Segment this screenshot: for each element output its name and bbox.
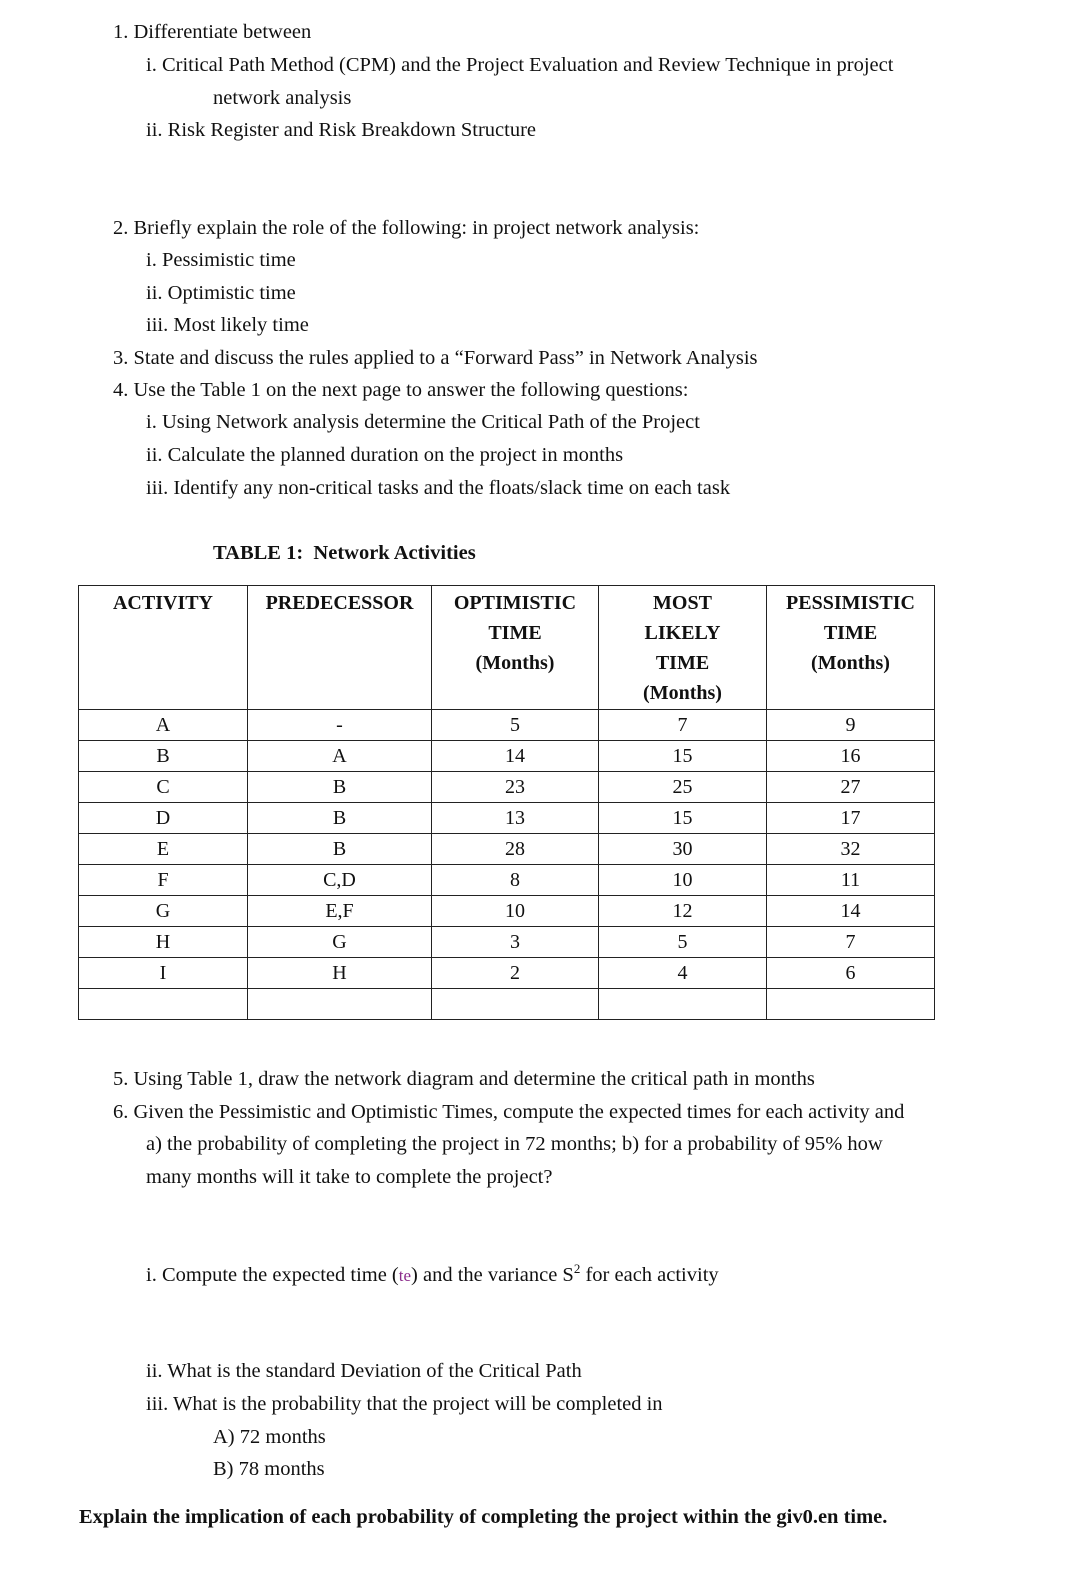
cell-activity: B bbox=[79, 741, 248, 772]
table-row bbox=[79, 772, 935, 803]
expected-time-symbol: te bbox=[398, 1266, 412, 1285]
cell-predecessor: G bbox=[248, 927, 432, 958]
cell-pessimistic: 11 bbox=[767, 865, 935, 896]
cell-pessimistic bbox=[767, 989, 935, 1020]
cell-most-likely: 15 bbox=[599, 741, 767, 772]
cell-activity: E bbox=[79, 834, 248, 865]
cell-pessimistic: 9 bbox=[767, 710, 935, 741]
table-header-row bbox=[79, 586, 935, 710]
q6-sub-item-a: A) 72 months bbox=[213, 1426, 326, 1448]
cell-optimistic bbox=[432, 989, 599, 1020]
cell-most-likely: 4 bbox=[599, 958, 767, 989]
cell-optimistic: 28 bbox=[432, 834, 599, 865]
cell-predecessor: E,F bbox=[248, 896, 432, 927]
q6-line-1: 6. Given the Pessimistic and Optimistic Times, compute the expected times for each activity and bbox=[113, 1101, 905, 1123]
cell-pessimistic: 17 bbox=[767, 803, 935, 834]
closing-instruction: Explain the implication of each probability of completing the project within the giv0.en time. bbox=[79, 1506, 888, 1528]
q6-compute-after: ) and the variance S bbox=[411, 1264, 574, 1286]
cell-activity: C bbox=[79, 772, 248, 803]
cell-activity: G bbox=[79, 896, 248, 927]
q4-item-i: i. Using Network analysis determine the Critical Path of the Project bbox=[146, 411, 700, 433]
q6-compute-before: i. Compute the expected time ( bbox=[146, 1264, 399, 1286]
table-row bbox=[79, 834, 935, 865]
cell-optimistic: 13 bbox=[432, 803, 599, 834]
header-optimistic-line2: TIME bbox=[488, 622, 542, 644]
network-activities-table bbox=[78, 585, 935, 1020]
q4-item-ii: ii. Calculate the planned duration on the project in months bbox=[146, 444, 624, 466]
cell-predecessor: B bbox=[248, 803, 432, 834]
cell-pessimistic: 16 bbox=[767, 741, 935, 772]
cell-predecessor: B bbox=[248, 772, 432, 803]
q6-item-ii: ii. What is the standard Deviation of the Critical Path bbox=[146, 1360, 582, 1382]
q1-item-i-continued: network analysis bbox=[213, 87, 352, 109]
cell-most-likely: 12 bbox=[599, 896, 767, 927]
cell-most-likely: 25 bbox=[599, 772, 767, 803]
cell-optimistic: 8 bbox=[432, 865, 599, 896]
header-predecessor bbox=[248, 586, 432, 710]
cell-most-likely: 7 bbox=[599, 710, 767, 741]
header-pessimistic-line1: PESSIMISTIC bbox=[786, 592, 915, 614]
cell-most-likely: 10 bbox=[599, 865, 767, 896]
header-pessimistic-line3: (Months) bbox=[811, 652, 890, 674]
table-row bbox=[79, 710, 935, 741]
header-optimistic-line1: OPTIMISTIC bbox=[453, 592, 577, 614]
header-most-likely-line2: LIKELY bbox=[644, 622, 721, 644]
q6-compute-item bbox=[146, 1262, 719, 1289]
header-optimistic-line3: (Months) bbox=[475, 652, 555, 674]
cell-predecessor bbox=[248, 989, 432, 1020]
cell-optimistic: 14 bbox=[432, 741, 599, 772]
q6-item-iii: iii. What is the probability that the project will be completed in bbox=[146, 1393, 663, 1415]
cell-pessimistic: 14 bbox=[767, 896, 935, 927]
header-pessimistic-time bbox=[767, 586, 935, 710]
cell-optimistic: 3 bbox=[432, 927, 599, 958]
table-row-empty bbox=[79, 989, 935, 1020]
q1-item-ii: ii. Risk Register and Risk Breakdown Structure bbox=[146, 119, 537, 141]
cell-predecessor: H bbox=[248, 958, 432, 989]
cell-most-likely bbox=[599, 989, 767, 1020]
header-most-likely-line4: (Months) bbox=[643, 682, 722, 704]
cell-activity: D bbox=[79, 803, 248, 834]
cell-predecessor: C,D bbox=[248, 865, 432, 896]
cell-activity bbox=[79, 989, 248, 1020]
header-predecessor-text: PREDECESSOR bbox=[265, 592, 414, 614]
cell-activity: I bbox=[79, 958, 248, 989]
q1-item-i: i. Critical Path Method (CPM) and the Project Evaluation and Review Technique in project bbox=[146, 54, 894, 76]
q5-title: 5. Using Table 1, draw the network diagram and determine the critical path in months bbox=[113, 1068, 815, 1090]
cell-pessimistic: 7 bbox=[767, 927, 935, 958]
header-most-likely-line1: MOST bbox=[653, 592, 712, 614]
cell-pessimistic: 27 bbox=[767, 772, 935, 803]
q2-title: 2. Briefly explain the role of the following: in project network analysis: bbox=[113, 217, 700, 239]
q6-sub-item-b: B) 78 months bbox=[213, 1458, 325, 1480]
header-pessimistic-line2: TIME bbox=[823, 622, 878, 644]
table-row bbox=[79, 803, 935, 834]
q2-item-ii: ii. Optimistic time bbox=[146, 282, 296, 304]
cell-pessimistic: 6 bbox=[767, 958, 935, 989]
header-most-likely-time bbox=[599, 586, 767, 710]
variance-superscript: 2 bbox=[573, 1261, 581, 1277]
q1-title: 1. Differentiate between bbox=[113, 21, 312, 43]
header-most-likely-line3: TIME bbox=[655, 652, 710, 674]
cell-activity: A bbox=[79, 710, 248, 741]
cell-optimistic: 23 bbox=[432, 772, 599, 803]
q2-item-iii: iii. Most likely time bbox=[146, 314, 309, 336]
cell-predecessor: B bbox=[248, 834, 432, 865]
cell-optimistic: 10 bbox=[432, 896, 599, 927]
q6-compute-end: for each activity bbox=[580, 1264, 719, 1286]
q4-title: 4. Use the Table 1 on the next page to answer the following questions: bbox=[113, 379, 689, 401]
q4-item-iii: iii. Identify any non-critical tasks and the floats/slack time on each task bbox=[146, 477, 731, 499]
header-activity bbox=[79, 586, 248, 710]
table-row bbox=[79, 865, 935, 896]
cell-predecessor: A bbox=[248, 741, 432, 772]
cell-optimistic: 2 bbox=[432, 958, 599, 989]
cell-predecessor: - bbox=[248, 710, 432, 741]
cell-optimistic: 5 bbox=[432, 710, 599, 741]
table-row bbox=[79, 896, 935, 927]
table-row bbox=[79, 741, 935, 772]
cell-pessimistic: 32 bbox=[767, 834, 935, 865]
header-activity-text: ACTIVITY bbox=[112, 592, 214, 614]
q6-line-3: many months will it take to complete the project? bbox=[146, 1166, 553, 1188]
table-row bbox=[79, 927, 935, 958]
q2-item-i: i. Pessimistic time bbox=[146, 249, 296, 271]
table-caption: TABLE 1: Network Activities bbox=[213, 542, 476, 564]
q3-title: 3. State and discuss the rules applied to a “Forward Pass” in Network Analysis bbox=[113, 347, 758, 369]
cell-activity: H bbox=[79, 927, 248, 958]
table-row bbox=[79, 958, 935, 989]
q6-line-2: a) the probability of completing the project in 72 months; b) for a probability of 95% how bbox=[146, 1133, 883, 1155]
cell-activity: F bbox=[79, 865, 248, 896]
cell-most-likely: 5 bbox=[599, 927, 767, 958]
header-optimistic-time bbox=[432, 586, 599, 710]
cell-most-likely: 30 bbox=[599, 834, 767, 865]
cell-most-likely: 15 bbox=[599, 803, 767, 834]
